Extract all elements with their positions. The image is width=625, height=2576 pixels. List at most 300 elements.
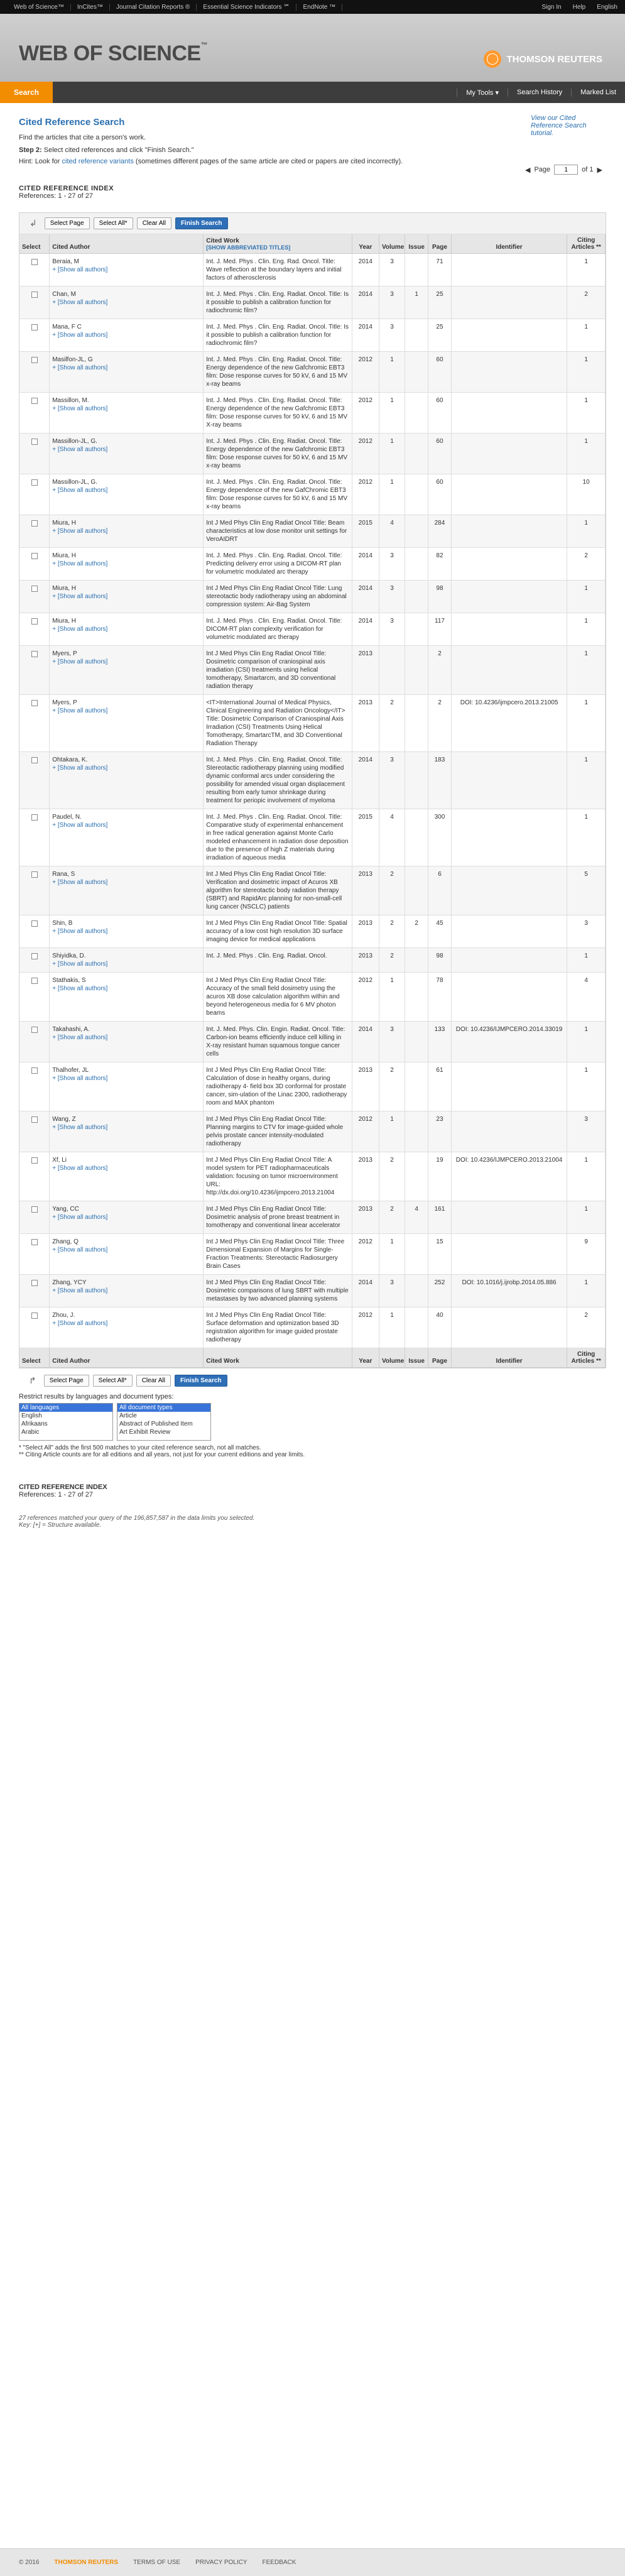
show-all-authors-link[interactable]: + [Show all authors]: [52, 707, 108, 714]
cited-author-cell: [50, 319, 204, 352]
footer-author: Cited Author: [50, 1348, 204, 1368]
marked-list-link[interactable]: Marked List: [571, 89, 625, 97]
cited-author: Miura, H: [52, 585, 76, 592]
show-all-authors-link[interactable]: + [Show all authors]: [52, 487, 108, 494]
cited-author: Ohtakara, K.: [52, 756, 88, 763]
cited-author-cell: [50, 695, 204, 752]
cited-issue: [405, 695, 428, 752]
cited-work: Int J Med Phys Clin Eng Radiat Oncol Title: Beam characteristics at low dose monitor unit settings for VeroAIDRT: [204, 515, 352, 548]
top-product-bar: [0, 0, 625, 14]
row-checkbox[interactable]: [31, 1116, 38, 1123]
cited-page: 45: [428, 915, 452, 948]
citing-articles-count[interactable]: 3: [567, 915, 606, 948]
web-of-science-logo[interactable]: WEB OF SCIENCE™: [19, 41, 208, 65]
help-link[interactable]: Help: [572, 3, 586, 11]
note-select-all: * "Select All" adds the first 500 matches to your cited reference search, not all matches.: [19, 1444, 261, 1451]
cited-page: 15: [428, 1234, 452, 1275]
row-select-cell: [19, 1275, 50, 1307]
row-select-cell: [19, 474, 50, 515]
cited-issue: 1: [405, 287, 428, 319]
cited-volume: [379, 646, 405, 695]
cited-identifier: [451, 393, 567, 434]
show-all-authors-link[interactable]: + [Show all authors]: [52, 528, 108, 535]
cited-identifier: [451, 809, 567, 866]
cited-author: Thalhofer, JL: [52, 1067, 89, 1074]
table-row: [19, 548, 606, 581]
row-checkbox[interactable]: [31, 953, 38, 959]
cited-author-cell: [50, 1201, 204, 1234]
citing-articles-count[interactable]: 1: [567, 695, 606, 752]
cited-author-cell: [50, 434, 204, 474]
select-all-button[interactable]: Select All*: [94, 217, 133, 229]
cited-page: 40: [428, 1307, 452, 1348]
cited-identifier: [451, 1234, 567, 1275]
cited-issue: [405, 948, 428, 973]
select-page-button-bottom[interactable]: Select Page: [44, 1375, 89, 1387]
cited-volume: 3: [379, 1022, 405, 1062]
cited-volume: 2: [379, 1152, 405, 1201]
clear-all-button[interactable]: Clear All: [137, 217, 171, 229]
cited-issue: 4: [405, 1201, 428, 1234]
header-author: Cited Author: [50, 234, 204, 254]
cited-author-cell: [50, 287, 204, 319]
doctype-option[interactable]: Art Exhibit Review: [119, 1429, 171, 1436]
row-checkbox[interactable]: [31, 757, 38, 763]
row-select-cell: [19, 319, 50, 352]
cited-identifier: DOI: 10.4236/ijmpcero.2013.21005: [451, 695, 567, 752]
thomson-reuters-icon: [484, 50, 501, 68]
cited-work: Int. J. Med. Phys . Clin. Eng. Rad. Oncol. Title: Wave reflection at the boundary layers and initial factors of atherosclerosis: [204, 254, 352, 287]
header-work: Cited Work [SHOW ABBREVIATED TITLES]: [204, 234, 352, 254]
cited-volume: 3: [379, 581, 405, 613]
show-all-authors-link[interactable]: + [Show all authors]: [52, 299, 108, 306]
row-checkbox[interactable]: [31, 618, 38, 625]
thomson-reuters-logo: THOMSON REUTERS: [484, 50, 602, 68]
cited-work: Int. J. Med. Phys . Clin. Eng. Radiat. Oncol. Title: Energy dependence of the new Gafchromic EBT3 film: Dose response curves for 50 kV, 6 and 15 MV x-ray beams: [204, 352, 352, 393]
cited-work: Int J Med Phys Clin Eng Radiat Oncol Title: Dosimetric analysis of prone breast treatment in tomotherapy and conventional linear accelerator: [204, 1201, 352, 1234]
main-nav: [0, 82, 625, 103]
citing-articles-count[interactable]: 2: [567, 548, 606, 581]
product-link[interactable]: Journal Citation Reports ®: [110, 4, 197, 11]
row-select-cell: [19, 287, 50, 319]
product-link[interactable]: EndNote ™: [296, 4, 342, 11]
cited-reference-variants-link[interactable]: cited reference variants: [62, 158, 134, 165]
cited-identifier: [451, 515, 567, 548]
row-checkbox[interactable]: [31, 292, 38, 298]
row-checkbox[interactable]: [31, 1067, 38, 1074]
cited-issue: [405, 474, 428, 515]
row-checkbox[interactable]: [31, 1313, 38, 1319]
cited-year: 2015: [352, 515, 379, 548]
finish-search-button[interactable]: Finish Search: [175, 217, 228, 229]
citing-articles-count[interactable]: 1: [567, 646, 606, 695]
cited-issue: [405, 973, 428, 1022]
table-row: [19, 352, 606, 393]
show-all-authors-link[interactable]: + [Show all authors]: [52, 593, 108, 600]
select-all-button-bottom[interactable]: Select All*: [93, 1375, 133, 1387]
show-all-authors-link[interactable]: + [Show all authors]: [52, 332, 108, 339]
privacy-link[interactable]: PRIVACY POLICY: [195, 2559, 247, 2566]
cited-author: Xf, Li: [52, 1157, 67, 1164]
bottom-toolbar: [19, 1368, 606, 1387]
product-link[interactable]: Web of Science™: [8, 4, 71, 11]
cited-page: 25: [428, 287, 452, 319]
row-select-cell: [19, 1022, 50, 1062]
footnotes: [19, 1444, 606, 1458]
cited-volume: 4: [379, 515, 405, 548]
cited-page: 71: [428, 254, 452, 287]
cited-identifier: [451, 1111, 567, 1152]
row-checkbox[interactable]: [31, 1239, 38, 1245]
cited-author-cell: [50, 1307, 204, 1348]
row-checkbox[interactable]: [31, 398, 38, 404]
cited-author-cell: [50, 915, 204, 948]
footer-page: Page: [428, 1348, 452, 1368]
cited-page: 300: [428, 809, 452, 866]
cited-year: 2014: [352, 1022, 379, 1062]
show-all-authors-link[interactable]: + [Show all authors]: [52, 1034, 108, 1041]
table-row: [19, 254, 606, 287]
show-all-authors-link[interactable]: + [Show all authors]: [52, 1075, 108, 1082]
citing-articles-count[interactable]: 1: [567, 752, 606, 809]
cited-year: 2012: [352, 1234, 379, 1275]
cited-year: 2012: [352, 1307, 379, 1348]
cited-year: 2013: [352, 695, 379, 752]
row-select-cell: [19, 393, 50, 434]
cited-work: Int. J. Med. Phys . Clin. Eng. Radiat. Oncol. Title: Energy dependence of the new GafChromic EBT3 film: Dose response curves for 50 kV, 6 and 15 MV x-ray beams: [204, 474, 352, 515]
show-all-authors-link[interactable]: + [Show all authors]: [52, 879, 108, 886]
tab-search[interactable]: Search: [0, 82, 53, 103]
cited-identifier: [451, 973, 567, 1022]
row-select-cell: [19, 1201, 50, 1234]
row-select-cell: [19, 752, 50, 809]
hint-text: Hint: Look for cited reference variants (sometimes different pages of the same article are cited or papers are cited incorrectly).: [19, 158, 403, 165]
cited-page: 98: [428, 948, 452, 973]
sign-in-link[interactable]: Sign In: [541, 3, 562, 11]
row-select-cell: [19, 915, 50, 948]
cited-work: Int. J. Med. Phys . Clin. Eng. Radiat. Oncol. Title: Stereotactic radiotherapy planning using modified dynamic conformal arcs under considering the possibility for amended visual organ displacement resulting from early tumor shrinkage during treatment for periopic involvement of myeloma: [204, 752, 352, 809]
row-checkbox[interactable]: [31, 1157, 38, 1164]
restrict-filters: [19, 1393, 606, 1441]
citing-articles-count[interactable]: 2: [567, 1307, 606, 1348]
footer-identifier: Identifier: [451, 1348, 567, 1368]
row-checkbox[interactable]: [31, 1280, 38, 1286]
my-tools-menu[interactable]: My Tools ▾: [457, 89, 508, 97]
cited-year: 2014: [352, 254, 379, 287]
citing-articles-count[interactable]: 1: [567, 1201, 606, 1234]
citing-articles-count[interactable]: 4: [567, 973, 606, 1022]
row-select-cell: [19, 973, 50, 1022]
citing-articles-count[interactable]: 1: [567, 1152, 606, 1201]
cited-volume: 1: [379, 474, 405, 515]
cited-identifier: DOI: 10.4236/IJMPCERO.2014.33019: [451, 1022, 567, 1062]
cited-year: 2012: [352, 474, 379, 515]
cited-author-cell: [50, 548, 204, 581]
row-checkbox[interactable]: [31, 1027, 38, 1033]
cited-work: Int. J. Med. Phys . Clin. Eng. Radiat. Oncol.: [204, 948, 352, 973]
show-all-authors-link[interactable]: + [Show all authors]: [52, 765, 108, 772]
product-link[interactable]: InCites™: [71, 4, 110, 11]
cited-author: Shin, B: [52, 920, 73, 927]
language-option[interactable]: All languages: [19, 1404, 112, 1412]
cited-issue: [405, 809, 428, 866]
citing-articles-count[interactable]: 1: [567, 434, 606, 474]
cited-issue: [405, 1111, 428, 1152]
cited-page: 23: [428, 1111, 452, 1152]
cited-identifier: [451, 866, 567, 915]
citing-articles-count[interactable]: 5: [567, 866, 606, 915]
citing-articles-count[interactable]: 1: [567, 809, 606, 866]
row-select-cell: [19, 1152, 50, 1201]
show-all-authors-link[interactable]: + [Show all authors]: [52, 1124, 108, 1131]
copyright: © 2016: [19, 2559, 40, 2566]
row-select-cell: [19, 1307, 50, 1348]
language-listbox[interactable]: [19, 1403, 113, 1441]
citing-articles-count[interactable]: 2: [567, 287, 606, 319]
select-page-button[interactable]: Select Page: [45, 217, 90, 229]
table-row: [19, 948, 606, 973]
feedback-link[interactable]: FEEDBACK: [262, 2559, 296, 2566]
doctype-listbox[interactable]: [117, 1403, 211, 1441]
cited-work: Int. J. Med. Phys . Clin. Eng. Radiat. Oncol. Title: Is it possible to publish a calibration function for radiochromic film?: [204, 319, 352, 352]
cited-identifier: [451, 1201, 567, 1234]
citing-articles-count[interactable]: 1: [567, 948, 606, 973]
table-row: [19, 1201, 606, 1234]
cited-identifier: [451, 548, 567, 581]
cited-identifier: DOI: 10.4236/IJMPCERO.2013.21004: [451, 1152, 567, 1201]
show-abbreviated-titles-link[interactable]: [SHOW ABBREVIATED TITLES]: [206, 244, 291, 251]
citing-articles-count[interactable]: 1: [567, 254, 606, 287]
show-all-authors-link[interactable]: + [Show all authors]: [52, 446, 108, 453]
language-option[interactable]: Arabic: [21, 1429, 40, 1436]
finish-search-button-bottom[interactable]: Finish Search: [175, 1375, 227, 1387]
cited-year: 2013: [352, 948, 379, 973]
cited-author: Massillon-JL, G.: [52, 438, 97, 445]
row-checkbox[interactable]: [31, 553, 38, 559]
row-checkbox[interactable]: [31, 357, 38, 363]
row-select-cell: [19, 613, 50, 646]
cited-volume: 1: [379, 973, 405, 1022]
tutorial-link[interactable]: View our Cited Reference Search tutorial.: [531, 114, 587, 137]
page-input[interactable]: [554, 165, 578, 175]
cited-page: 183: [428, 752, 452, 809]
cited-volume: 1: [379, 1307, 405, 1348]
cited-identifier: [451, 1307, 567, 1348]
cited-author-cell: [50, 613, 204, 646]
prev-page-icon[interactable]: ◀: [525, 166, 531, 174]
cited-page: 284: [428, 515, 452, 548]
cited-work: Int J Med Phys Clin Eng Radiat Oncol Title: Dosimetric comparison of craniospinal axis irradiation (CSI) treatments using helical tomotherapy, Smartarcm, and 3D conventional radiation therapy: [204, 646, 352, 695]
row-select-cell: [19, 1062, 50, 1111]
cited-volume: 1: [379, 434, 405, 474]
doctype-option[interactable]: Abstract of Published Item: [119, 1421, 193, 1427]
header-issue: Issue: [405, 234, 428, 254]
cited-volume: 3: [379, 254, 405, 287]
cited-author: Miura, H: [52, 552, 76, 559]
citing-articles-count[interactable]: 1: [567, 1062, 606, 1111]
show-all-authors-link[interactable]: + [Show all authors]: [52, 266, 108, 273]
cited-year: 2014: [352, 319, 379, 352]
cited-year: 2013: [352, 1062, 379, 1111]
cited-issue: [405, 646, 428, 695]
row-checkbox[interactable]: [31, 700, 38, 706]
cited-volume: 4: [379, 809, 405, 866]
citing-articles-count[interactable]: 1: [567, 393, 606, 434]
cited-identifier: [451, 581, 567, 613]
show-all-authors-link[interactable]: + [Show all authors]: [52, 961, 108, 968]
row-checkbox[interactable]: [31, 259, 38, 265]
row-select-cell: [19, 581, 50, 613]
cited-author-cell: [50, 1234, 204, 1275]
cited-issue: [405, 1307, 428, 1348]
citing-articles-count[interactable]: 1: [567, 1022, 606, 1062]
row-checkbox[interactable]: [31, 520, 38, 527]
citing-articles-count[interactable]: 10: [567, 474, 606, 515]
next-page-icon[interactable]: ▶: [597, 166, 602, 174]
doctype-option[interactable]: All document types: [117, 1404, 210, 1412]
row-select-cell: [19, 695, 50, 752]
cited-work: <IT>International Journal of Medical Physics, Clinical Engineering and Radiation Oncology</IT> Title: Dosimetric Comparison of Craniospinal Axis Irradiation (CSI) Treatments Using Helical Tomotherapy, SmartarcTM, and 3D Conventional Radiation Therapy: [204, 695, 352, 752]
cited-page: 117: [428, 613, 452, 646]
cited-year: 2014: [352, 548, 379, 581]
search-history-link[interactable]: Search History: [508, 89, 571, 97]
cited-work: Int. J. Med. Phys . Clin. Eng. Radiat. Oncol. Title: Is it possible to publish a calibration function for radiochromic film?: [204, 287, 352, 319]
cited-year: 2015: [352, 809, 379, 866]
cited-volume: 2: [379, 948, 405, 973]
cited-year: 2013: [352, 915, 379, 948]
cited-year: 2012: [352, 352, 379, 393]
show-all-authors-link[interactable]: + [Show all authors]: [52, 928, 108, 935]
table-row: [19, 695, 606, 752]
note-citing-counts: ** Citing Article counts are for all editions and all years, not just for your current editions and year limits.: [19, 1451, 305, 1458]
citing-articles-count[interactable]: 9: [567, 1234, 606, 1275]
show-all-authors-link[interactable]: + [Show all authors]: [52, 1165, 108, 1172]
show-all-authors-link[interactable]: + [Show all authors]: [52, 985, 108, 992]
cited-author: Masilfon-JL, G: [52, 356, 93, 363]
cited-author-cell: [50, 393, 204, 434]
cited-volume: 1: [379, 1234, 405, 1275]
show-all-authors-link[interactable]: + [Show all authors]: [52, 822, 108, 829]
cited-page: 78: [428, 973, 452, 1022]
citing-articles-count[interactable]: 1: [567, 319, 606, 352]
cited-work: Int. J. Med. Phys. Clin. Engin. Radiat. Oncol. Title: Carbon-ion beams efficiently induce cell killing in X-ray resistant human squamous tongue cancer cells: [204, 1022, 352, 1062]
citing-articles-count[interactable]: 3: [567, 1111, 606, 1152]
row-checkbox[interactable]: [31, 586, 38, 592]
table-row: [19, 319, 606, 352]
cited-author: Zhang, Q: [52, 1238, 79, 1245]
show-all-authors-link[interactable]: + [Show all authors]: [52, 1287, 108, 1294]
row-checkbox[interactable]: [31, 871, 38, 878]
cited-work: Int. J. Med. Phys . Clin. Eng. Radiat. Oncol. Title: Energy dependence of the new Gafchromic EBT3 film: Dose response curves for 50 kV, 6 and 15 MV x-ray beams: [204, 434, 352, 474]
citing-articles-count[interactable]: 1: [567, 352, 606, 393]
cited-author-cell: [50, 1152, 204, 1201]
language-select[interactable]: English: [597, 3, 617, 11]
show-all-authors-link[interactable]: + [Show all authors]: [52, 1214, 108, 1221]
row-checkbox[interactable]: [31, 1206, 38, 1213]
show-all-authors-link[interactable]: + [Show all authors]: [52, 560, 108, 567]
row-checkbox[interactable]: [31, 479, 38, 486]
table-row: [19, 1111, 606, 1152]
cited-year: 2013: [352, 646, 379, 695]
cited-author: Takahashi, A.: [52, 1026, 90, 1033]
row-checkbox[interactable]: [31, 814, 38, 821]
show-all-authors-link[interactable]: + [Show all authors]: [52, 1247, 108, 1253]
cited-volume: 3: [379, 319, 405, 352]
footer-select: Select: [19, 1348, 50, 1368]
cited-identifier: [451, 287, 567, 319]
language-option[interactable]: Afrikaans: [21, 1421, 48, 1427]
cited-volume: 2: [379, 1062, 405, 1111]
row-checkbox[interactable]: [31, 324, 38, 330]
terms-link[interactable]: TERMS OF USE: [133, 2559, 181, 2566]
cited-identifier: [451, 915, 567, 948]
show-all-authors-link[interactable]: + [Show all authors]: [52, 626, 108, 633]
row-checkbox[interactable]: [31, 439, 38, 445]
cited-year: 2014: [352, 752, 379, 809]
header-page: Page: [428, 234, 452, 254]
row-select-cell: [19, 646, 50, 695]
citing-articles-count[interactable]: 1: [567, 1275, 606, 1307]
table-row: [19, 613, 606, 646]
citing-articles-count[interactable]: 1: [567, 581, 606, 613]
cited-issue: 2: [405, 915, 428, 948]
table-row: [19, 809, 606, 866]
cited-author: Shiyidka, D.: [52, 952, 86, 959]
row-checkbox[interactable]: [31, 920, 38, 927]
language-option[interactable]: English: [21, 1412, 42, 1419]
cited-page: 19: [428, 1152, 452, 1201]
product-link[interactable]: Essential Science Indicators ℠: [197, 4, 296, 11]
cited-work: Int J Med Phys Clin Eng Radiat Oncol Title: A model system for PET radiopharmaceuticals validation: focusing on tumor microenvironment URL: http://dx.doi.org/10.4236/ijmpcero.2013.21004: [204, 1152, 352, 1201]
arrow-down-icon: ↲: [30, 218, 37, 228]
row-checkbox[interactable]: [31, 651, 38, 657]
show-all-authors-link[interactable]: + [Show all authors]: [52, 1320, 108, 1327]
cited-work: Int. J. Med. Phys . Clin. Eng. Radiat. Oncol. Title: Comparative study of experimental enhancement in free radical generation against Monte Carlo modeled enhancement in radiation dose deposition due to the presence of high Z materials during irradiation of aqueous media: [204, 809, 352, 866]
header-citing: Citing Articles **: [567, 234, 606, 254]
cited-author-cell: [50, 1111, 204, 1152]
cited-volume: 3: [379, 613, 405, 646]
cited-identifier: [451, 646, 567, 695]
cited-author: Miura, H: [52, 520, 76, 527]
citing-articles-count[interactable]: 1: [567, 515, 606, 548]
cited-volume: 3: [379, 1275, 405, 1307]
cited-author-cell: [50, 973, 204, 1022]
row-checkbox[interactable]: [31, 978, 38, 984]
clear-all-button-bottom[interactable]: Clear All: [136, 1375, 171, 1387]
cited-work: Int. J. Med. Phys . Clin. Eng. Radiat. Oncol. Title: Predicting delivery error using a DICOM-RT plan for volumetric modulated arc therapy: [204, 548, 352, 581]
table-row: [19, 866, 606, 915]
footer-brand: THOMSON REUTERS: [54, 2559, 119, 2566]
show-all-authors-link[interactable]: + [Show all authors]: [52, 405, 108, 412]
cited-issue: [405, 1152, 428, 1201]
cited-identifier: [451, 474, 567, 515]
cited-identifier: [451, 352, 567, 393]
doctype-option[interactable]: Article: [119, 1412, 137, 1419]
row-select-cell: [19, 1234, 50, 1275]
cited-author: Zhou, J.: [52, 1312, 75, 1319]
cited-work: Int J Med Phys Clin Eng Radiat Oncol Title: Accuracy of the small field dosimetry using the acuros XB dose calculation algorithm within and beyond heterogeneous media for 6 MV photon beams: [204, 973, 352, 1022]
bottom-index-heading: CITED REFERENCE INDEX References: 1 - 27 of 27: [19, 1483, 107, 1498]
citing-articles-count[interactable]: 1: [567, 613, 606, 646]
cited-identifier: [451, 434, 567, 474]
cited-year: 2014: [352, 1275, 379, 1307]
cited-issue: [405, 352, 428, 393]
show-all-authors-link[interactable]: + [Show all authors]: [52, 658, 108, 665]
show-all-authors-link[interactable]: + [Show all authors]: [52, 364, 108, 371]
cited-issue: [405, 515, 428, 548]
cited-volume: 3: [379, 752, 405, 809]
cited-page: 60: [428, 352, 452, 393]
